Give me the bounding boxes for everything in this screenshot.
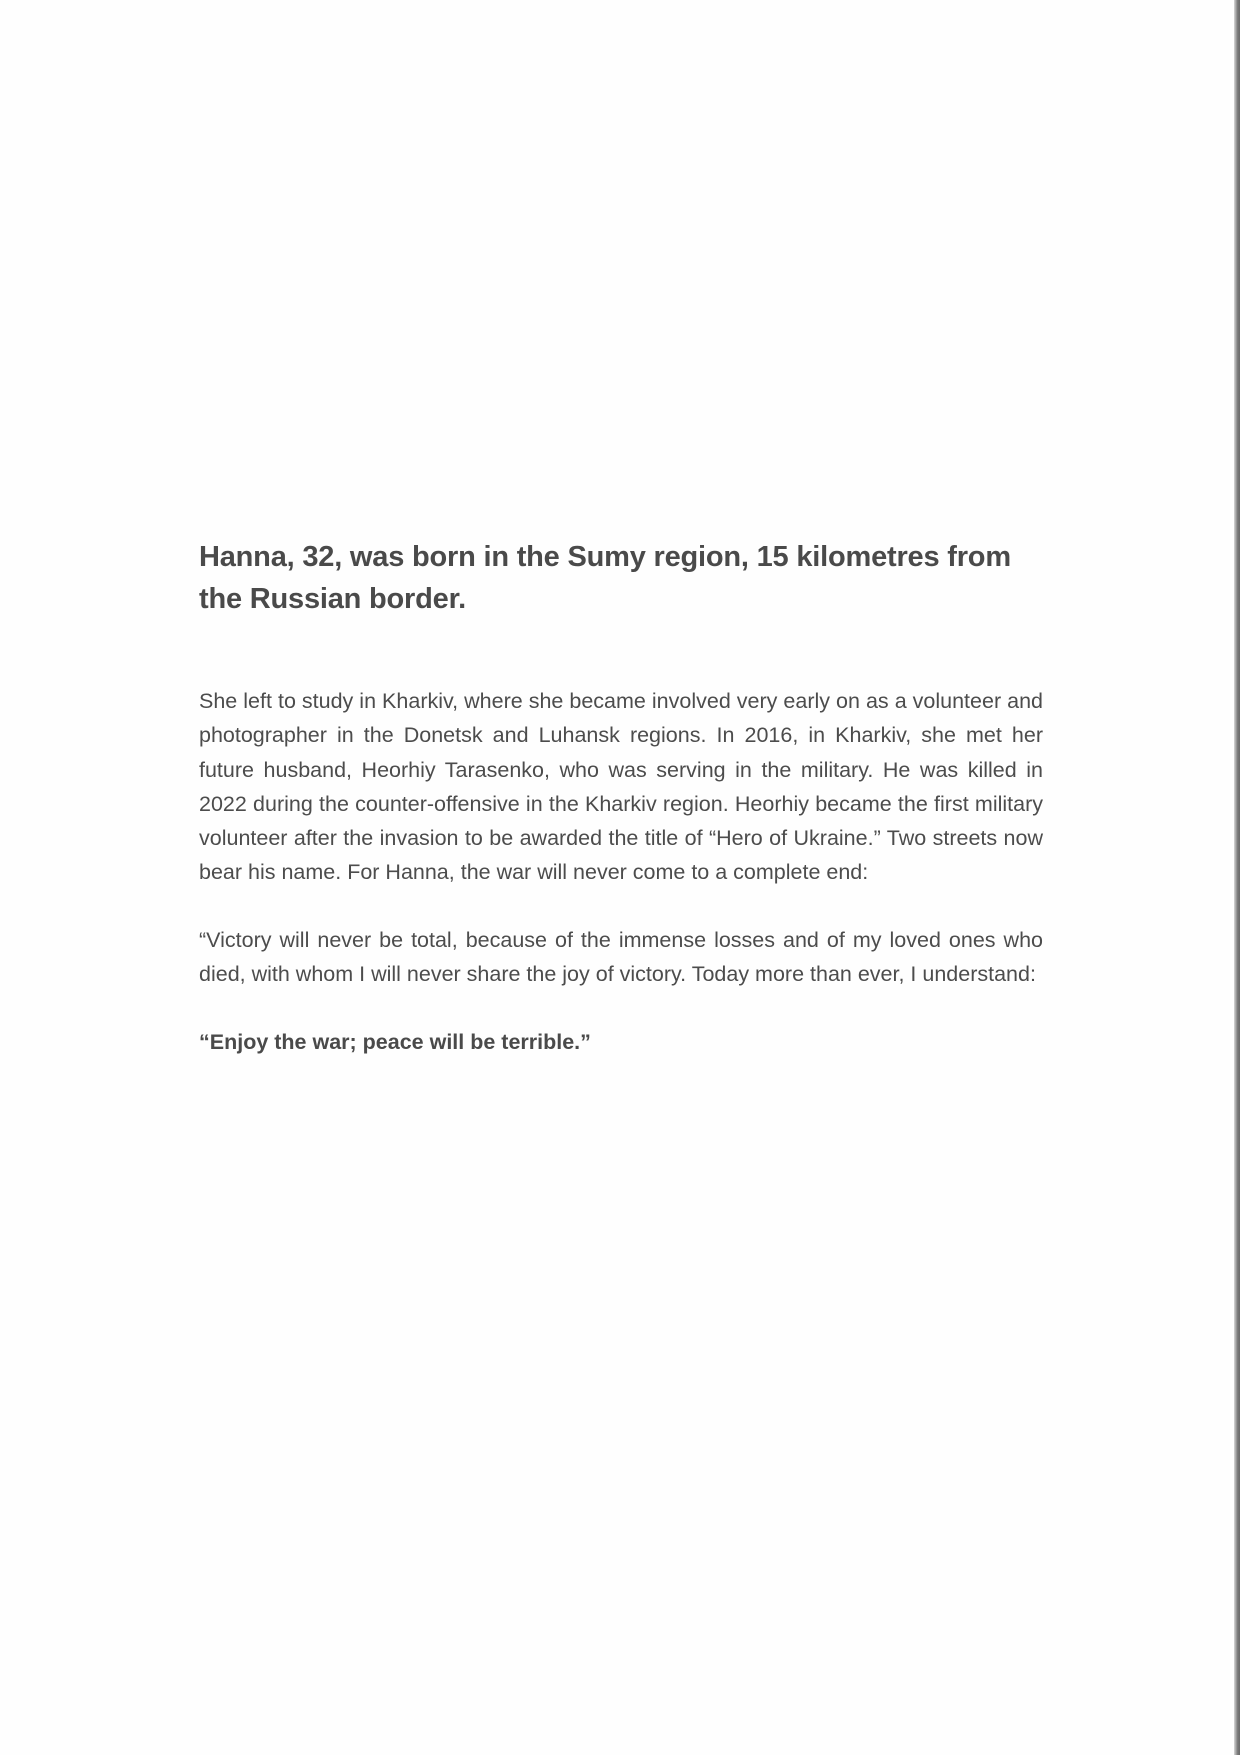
- closing-quote: “Enjoy the war; peace will be terrible.”: [199, 1030, 591, 1055]
- article-heading: Hanna, 32, was born in the Sumy region, 15 kilometres from the Russian border.: [199, 541, 1011, 615]
- article-body: [199, 536, 1043, 1081]
- page-edge-shadow: [1234, 0, 1240, 1755]
- paragraph-quote-intro: “Victory will never be total, because of the immense losses and of my loved ones who died, with whom I will never share the joy of victory. Today more than ever, I understand:: [199, 927, 1043, 987]
- paragraph-biography: She left to study in Kharkiv, where she became involved very early on as a volunteer and photographer in the Donetsk and Luhansk regions. In 2016, in Kharkiv, she met her future husband, Heorhiy Tarasenko, who was serving in the military. He was killed in 2022 during the counter-offensive in the Kharkiv region. Heorhiy became the first military volunteer after the invasion to be awarded the title of “Hero of Ukraine.” Two streets now bear his name. For Hanna, the war will never come to a complete end:: [199, 689, 1043, 885]
